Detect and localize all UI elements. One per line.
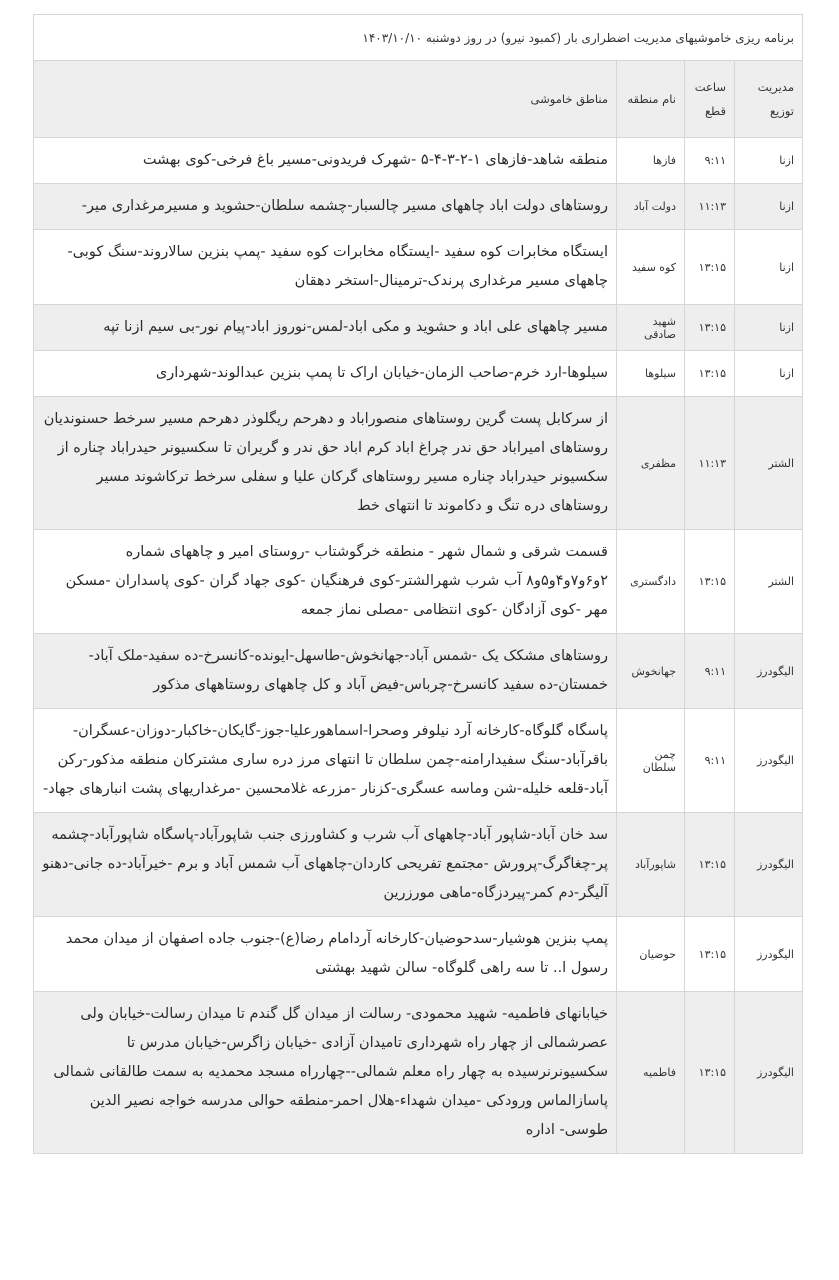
cell-time: ۱۳:۱۵ [685, 917, 735, 992]
cell-time: ۱۱:۱۳ [685, 397, 735, 530]
cell-region: چمن سلطان [617, 709, 685, 813]
header-region-name: نام منطقه [617, 61, 685, 138]
cell-time: ۹:۱۱ [685, 709, 735, 813]
cell-management: الیگودرز [735, 992, 803, 1154]
cell-management: الشتر [735, 397, 803, 530]
cell-management: الیگودرز [735, 813, 803, 917]
outage-table [33, 60, 803, 1154]
table-row [34, 184, 803, 230]
cell-management: الیگودرز [735, 634, 803, 709]
cell-region: دولت آباد [617, 184, 685, 230]
cell-region: کوه سفید [617, 230, 685, 305]
cell-areas: قسمت شرقی و شمال شهر - منطقه خرگوشتاب -روستای امیر و چاههای شماره ۲و۶و۷و۴و۵و۸ آب شرب شهرالشتر-کوی فرهنگیان -کوی جهاد گران -کوی پاسداران -مسکن مهر -کوی آزادگان -کوی انتظامی -مصلی نماز جمعه [34, 530, 617, 634]
cell-management: ازنا [735, 230, 803, 305]
header-areas: مناطق خاموشی [34, 61, 617, 138]
cell-management: الیگودرز [735, 917, 803, 992]
cell-time: ۹:۱۱ [685, 634, 735, 709]
cell-region: شاپورآباد [617, 813, 685, 917]
cell-time: ۱۳:۱۵ [685, 992, 735, 1154]
cell-time: ۱۳:۱۵ [685, 230, 735, 305]
cell-region: فاطمیه [617, 992, 685, 1154]
cell-areas: مسیر چاههای علی اباد و حشوید و مکی اباد-لمس-نوروز اباد-پیام نور-بی سیم ازنا تپه [34, 305, 617, 351]
cell-time: ۱۳:۱۵ [685, 351, 735, 397]
table-row [34, 917, 803, 992]
cell-management: ازنا [735, 184, 803, 230]
outage-schedule [33, 14, 803, 1154]
cell-time: ۱۳:۱۵ [685, 530, 735, 634]
table-row [34, 530, 803, 634]
table-row [34, 351, 803, 397]
cell-time: ۱۳:۱۵ [685, 305, 735, 351]
cell-areas: روستاهای دولت اباد چاههای مسیر چالسبار-چشمه سلطان-حشوید و مسیرمرغداری میر- [34, 184, 617, 230]
table-row [34, 305, 803, 351]
table-row [34, 138, 803, 184]
cell-areas: سد خان آباد-شاپور آباد-چاههای آب شرب و کشاورزی جنب شاپورآباد-پاسگاه شاپورآباد-چشمه پر-چغاگرگ-پرورش -مجتمع تفریحی کاردان-چاههای آب شمس آباد و برم -خیرآباد-ده جانی-دهنو آلیگر-دم کمر-پیردزگاه-ماهی مورزرین [34, 813, 617, 917]
table-row [34, 813, 803, 917]
cell-region: سیلوها [617, 351, 685, 397]
cell-management: ازنا [735, 305, 803, 351]
cell-management: الشتر [735, 530, 803, 634]
cell-areas: خیابانهای فاطمیه- شهید محمودی- رسالت از میدان گل گندم تا میدان رسالت-خیابان ولی عصرشمالی از چهار راه شهرداری تامیدان آزادی -خیابان زاگرس-خیابان مدرس تا سکسیونرنرسیده به چهار راه معلم شمالی--چهارراه مسجد محمدیه به سمت طالقانی شمالی پاسازالماس ورودکی -میدان شهداء-هلال احمر-منطقه حوالی مدرسه خواجه نصیر الدین طوسی- اداره [34, 992, 617, 1154]
table-row [34, 634, 803, 709]
cell-management: ازنا [735, 138, 803, 184]
cell-areas: پاسگاه گلوگاه-کارخانه آرد نیلوفر وصحرا-اسماهورعلیا-جوز-گایکان-خاکبار-دوزان-عسگران-باقرآباد-سنگ سفیدارامنه-چمن سلطان تا انتهای مرز دره ساری مشترکان منطقه مذکور-رکن آباد-قلعه خلیله-شن وماسه عسگری-کزنار -مزرعه غلامحسین -مرغداریهای پشت انبارهای جهاد- [34, 709, 617, 813]
header-time: ساعت قطع [685, 61, 735, 138]
table-row [34, 709, 803, 813]
cell-areas: ایستگاه مخابرات کوه سفید -ایستگاه مخابرات کوه سفید -پمپ بنزین سالاروند-سنگ کوبی-چاههای مسیر مرغداری پرندک-ترمینال-استخر دهقان [34, 230, 617, 305]
cell-management: ازنا [735, 351, 803, 397]
table-header-row [34, 61, 803, 138]
table-row [34, 397, 803, 530]
cell-areas: پمپ بنزین هوشیار-سدحوضیان-کارخانه آردامام رضا(ع)-جنوب جاده اصفهان از میدان محمد رسول ا.. تا سه راهی گلوگاه- سالن شهید بهشتی [34, 917, 617, 992]
cell-areas: از سرکابل پست گرین روستاهای منصوراباد و دهرحم ریگلوذر دهرحم مسیر سرخط حسنوندیان روستاهای امیراباد حق ندر چراغ اباد کرم اباد حق ندر و گریران تا سکسیونر حیدراباد چناره از سکسیونر حیدراباد چناره مسیر روستاهای گرکان علیا و سفلی سرخط ترکاشوند مسیر روستاهای دره تنگ و دکاموند تا انتهای خط [34, 397, 617, 530]
cell-region: دادگستری [617, 530, 685, 634]
table-row [34, 230, 803, 305]
cell-management: الیگودرز [735, 709, 803, 813]
cell-areas: سیلوها-ارد خرم-صاحب الزمان-خیابان اراک تا پمپ بنزین عبدالوند-شهرداری [34, 351, 617, 397]
cell-time: ۱۳:۱۵ [685, 813, 735, 917]
cell-region: حوضیان [617, 917, 685, 992]
cell-region: جهانخوش [617, 634, 685, 709]
table-row [34, 992, 803, 1154]
cell-region: مظفری [617, 397, 685, 530]
cell-time: ۹:۱۱ [685, 138, 735, 184]
cell-region: فازها [617, 138, 685, 184]
schedule-title: برنامه ریزی خاموشیهای مدیریت اضطراری بار (کمبود نیرو) در روز دوشنبه ۱۴۰۳/۱۰/۱۰ [33, 14, 803, 60]
cell-areas: منطقه شاهد-فازهای ۱-۲-۳-۴-۵ -شهرک فریدونی-مسیر باغ فرخی-کوی بهشت [34, 138, 617, 184]
cell-region: شهید صادقی [617, 305, 685, 351]
cell-areas: روستاهای مشکک یک -شمس آباد-جهانخوش-طاسهل-ایونده-کانسرخ-ده سفید-ملک آباد-خمستان-ده سفید کانسرخ-چرباس-فیض آباد و کل چاههای روستاههای مذکور [34, 634, 617, 709]
cell-time: ۱۱:۱۳ [685, 184, 735, 230]
header-management: مدیریت توزیع [735, 61, 803, 138]
